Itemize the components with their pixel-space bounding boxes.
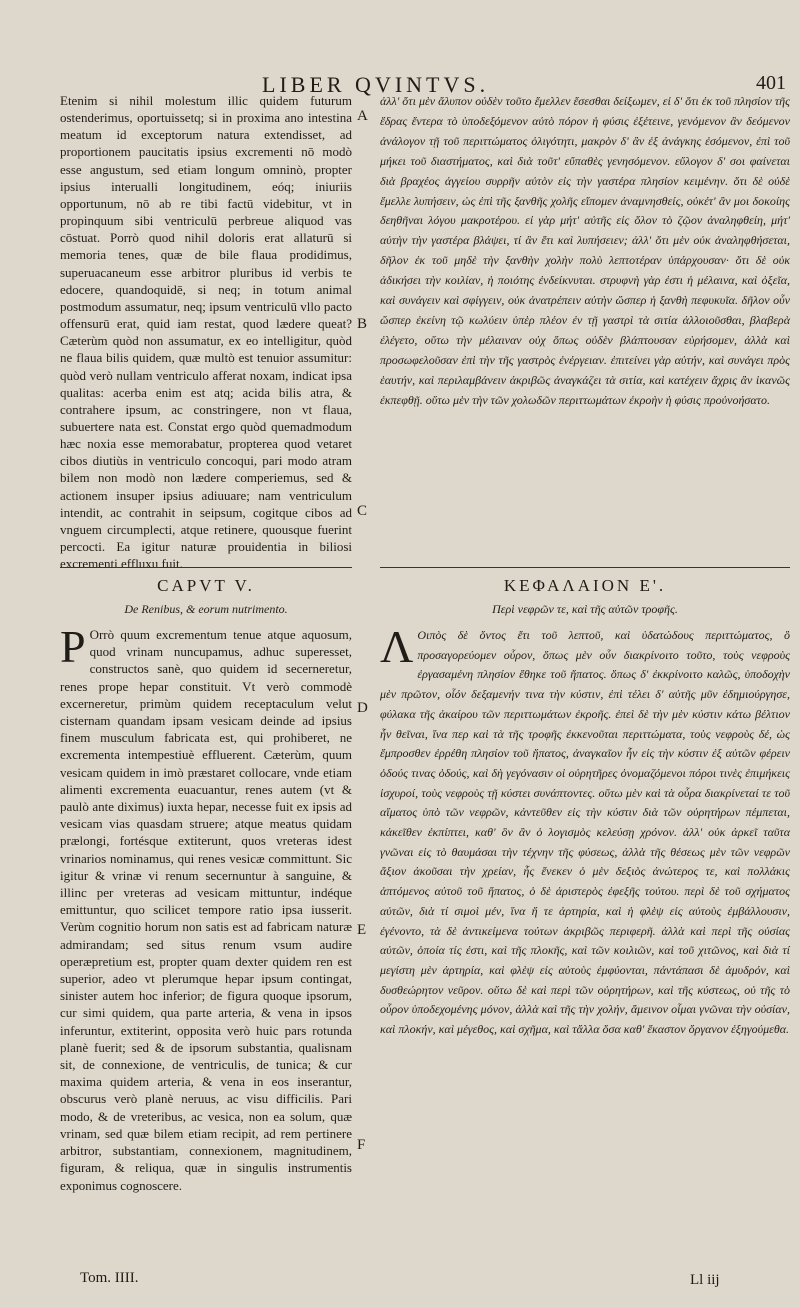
latin-chapter-title: CAPVT V.: [157, 576, 255, 595]
signature-mark: Ll iij: [690, 1272, 720, 1288]
greek-chapter-subtitle: Περὶ νεφρῶν τε, καὶ τῆς αὐτῶν τροφῆς.: [492, 602, 678, 616]
greek-chapter-text: Οιπὸς δὲ ὄντος ἔτι τοῦ λεπτοῦ, καὶ ὑδατώδους περιττώματος, ὃ προσαγορεύομεν οὖρον, ὅπως μὲν οὖν διακρίνοιτο τοῦτο, τοὺς νεφροὺς ἐργασαμένη πλησίον ἔθηκε τοῦ ἥπατος. ὅπως δ' ἐκκρίνοιτο καλῶς, ὑποδοχὴν μὲν πρῶτον, οἷόν δεξαμενήν τινα τὴν κύστιν, ἐπὶ τέλει δ' αὐτῆς μῦν ἐδημιούργησε, φύλακα τῆς ἀκαίρου τῶν περιττωμάτων ἐκροῆς. ἐπεὶ δὲ τὴν μὲν κύστιν κάτω βέλτιον ἦν θεῖναι, ἵνα περ καὶ τὰ τῆς τροφῆς ἐκκενοῦται περιττώματα, τοὺς νεφροὺς δέ, ὡς ἔμπροσθεν ἐρρέθη πλησίον τοῦ ἥπατος, ἀναγκαῖον ἦν εἰς τὴν κύστιν ἐξ αὐτῶν φέρειν ὁδούς τινας ὁδούς, καὶ δὴ γεγόνασιν οἱ οὐρητῆρες ὀνομαζόμενοι πόροι τινὲς ἐπιμήκεις ἰσχυροί, τοὺς νεφροὺς τῇ κύστει συνάπτοντες. οὕτω μὲν καὶ τὰ οὖρα διακρίνεταί τε τοῦ αἵματος ὑπὸ τῶν νεφρῶν, κἀντεῦθεν εἰς τὴν κύστιν διὰ τῶν οὐρητήρων πέμπεται, κἀκεῖθεν ἐκπίπτει, καθ' ὃν ἂν ὁ λογισμὸς κελεύσῃ χρόνον. ἀλλ' οὐκ ἀρκεῖ ταῦτα γνῶναι εἰς τὸ θαυμάσαι τὴν τέχνην τῆς φύσεως, ἀλλὰ τῆς θέσεως μὲν τῶν νεφρῶν ἄξιον ἀκοῦσαι τὴν χρείαν, ἧς ἕνεκεν ὁ μὲν δεξιὸς ἀνώτερος τε, καὶ πολλάκις ἁπτόμενος αὐτοῦ τοῦ ἥπατος, ὁ δὲ ἀριστερὸς ἐφεξῆς τούτου. περὶ δὲ τοῦ σχήματος αὐτῶν, διὰ τί σιμοὶ μέν, ἵνα ἥ τε ἀρτηρία, καὶ ἡ φλὲψ εἰς αὐτοὺς ἐμβάλλουσιν, ἐγένοντο, τὰ δὲ ἀντικείμενα τούτων ἀκριβῶς περιφερῆ. ἀλλὰ καὶ περὶ τῆς οὐσίας αὐτῶν, ὁποία τίς ἐστι, καὶ τῆς πλοκῆς, καὶ τῶν κοιλιῶν, καὶ τοῦ χιτῶνος, καὶ διὰ τί μεγίστη μὲν ἀρτηρία, καὶ φλὲψ εἰς αὐτοὺς ἐμφύονται, πάντάπασι δὲ ἀμυδρόν, καὶ δυσθεώρητον νεῦρον. οὕτω δὲ καὶ περὶ τῶν οὐρητήρων, καὶ τῆς κύστεως, οὐ τῆς τὸ οὖρον ὑποδεχομένης μόνον, ἀλλὰ καὶ τῆς τὴν χολήν, ἄμεινον οἶμαι γνῶναι τὴν οὐσίαν, καὶ πλοκήν, καὶ μέγεθος, καὶ σχῆμα, καὶ τἄλλα ὅσα καθ' ἕκαστον ὄργανον ἐξηγούμεθα.: [380, 628, 790, 1037]
margin-marker-f: F: [357, 1137, 366, 1153]
latin-chapter-text: Orrò quum excrementum tenue atque aquosum, quod vrinam nuncupamus, adhuc superesset, constructos sanè, quo quidem id secerneretur, renes prope hepar constituit. Vt verò commodè excerneretur, primùm quidem receptaculum velut cisternam quandam ipsam vesicam deinde ad ipsius finem musculum fabricata est, qui prohiberet, ne excrementa intempestiuè effluerent. Cæterùm, quum vesicam quidem in imò præstaret collocare, vnde etiam alimenti excrementa euacuantur, renes autem (vt & paulò ante diximus) iuxta hepar, necesse fuit ex ipsis ad vesicam vias quasdam struere; atque meatus quidam prælongi, fortésque extiterunt, quos vreteras idest vrinarios nominamus, qui renes vesicæ committunt. Sic igitur & vrinæ vi renum secernuntur à sanguine, & illinc per vreteras ad vesicam mittuntur, indéque emittuntur, quo scilicet tempore ratio ipsa iusserit. Verùm cognitio horum non satis est ad fabricam naturæ admirandam; sed situs renum vsum audire operæpretium est, propter quam dexter quidem ren est superior, adeo vt plerumque hepar ipsum contingat, sinister autem hoc inferior; de figura quoque ipsorum, cur simi quidem, qua parte arteria, & vena in ipsos inferuntur, extiterint, opposita verò huic pars rotunda planè fuerit; sed & de ipsorum substantia, qualisnam sit, de connexione, de ventriculis, de tunica; & cur maxima quidem arteria, & vena in eos inserantur, obscurus verò planè neruus, ac visu difficilis. Pari modo, & de vreteribus, ac vesica, non ea solum, quæ vrinam, sed quæ bilem etiam recipit, ad rem pertinere arbitror, substantiam, connexionem, magnitudinem, figuram, & reliqua, quæ in singulis instrumentis exponimus cognoscere.: [60, 627, 352, 1193]
latin-paragraph-top: Etenim si nihil molestum illic quidem futurum ostenderimus, oportuissetq; si in proxima ano intestina meatum id exceptorum natura extendisset, ad proportionem paucitatis ipsius excrementi nō modò esse angustum, sed etiam longum omninò, propter ipsius interualli longitudinem, eóq; iniuriis opportunum, nō ab re tibi factū videbitur, vt in propinquum sibi ventriculū perbreue aliquod vas cōstuat. Porrò quod nihil doloris erat allaturū si memoria tenes, quæ de bile flaua prodidimus, superuacaneum esse arbitror pluribus id verbis te edocere, quandoquidē, si neq; in totum animal postmodum assumatur, neq; ipsum ventriculū vllo pacto offensurū erat, quid iam restat, quod lædere queat? Cæterùm quòd non assumatur, ex eo intelligitur, quòd ne flaua bilis quidem, quæ multò est tenuior assumitur: quòd verò nullam ventriculo afferat noxam, indicat ipsa qualitas: acerba enim est atq; acida bilis atra, & contrahere ipsum, ac constringere, non vt flaua, subuertere nata est. Constat ergo quòd quemadmodum hæc noxia esse memorabatur, propterea quod vetaret cibos diutiùs in ventriculo concoqui, pari modo atram bilem non modò non lædere comperiemus, sed & actionem insuper ipsius adiuuare; nam ventriculum intendit, ac contrahit in seipsum, cogitque cibos ad vnguem circumplecti, atque retinere, quousque fuerint percocti. Ea igitur naturæ prouidentia in biliosi excrementi effluxu fuit.: [60, 93, 352, 572]
margin-marker-b: B: [357, 316, 368, 332]
greek-column-bottom: [380, 621, 790, 1266]
margin-marker-e: E: [357, 922, 367, 938]
running-title: LIBER QVINTVS.: [262, 72, 490, 97]
margin-marker-d: D: [357, 700, 368, 716]
latin-chapter-body: [60, 621, 352, 1194]
greek-chapter-title: ΚΕΦΑΛΑΙΟΝ Ε'.: [503, 576, 667, 595]
greek-dropcap: Λ: [380, 621, 414, 672]
section-divider-left: [60, 567, 352, 568]
volume-label: Tom. IIII.: [80, 1270, 139, 1286]
greek-chapter-body: [380, 621, 790, 1040]
section-divider-right: [380, 567, 790, 568]
margin-markers: [353, 0, 379, 1308]
margin-marker-c: C: [357, 503, 368, 519]
latin-column-bottom: [60, 621, 352, 1266]
greek-column-top: [380, 92, 790, 562]
page-number: 401: [756, 72, 786, 94]
greek-paragraph-top: ἀλλ' ὅτι μὲν ἄλυπον οὐδὲν τοῦτο ἔμελλεν ἔσεσθαι δείξωμεν, εἰ δ' ὅτι ἐκ τοῦ πλησίον τῆς ἕδρας ἔντερα τὸ ὑποδεξόμενον αὐτὸ πόρον ἡ φύσις ἐξέτεινε, γενόμενον ἂν δεόμενον ἀνάλογον τῇ τοῦ περιττώματος ὀλιγότητι, μακρὸν δ' ἂν ἐξ ἀνάγκης ἐσόμενον, ἐπὶ τοῦ μήκει τοῦ διαστήματος, καὶ διὰ τοῦτ' εὔπαθὲς γενησόμενον. εὔλογον δ' σοι φαίνεται διὰ βραχέος ἀγγείου συρρῆν αὐτὸν εἰς τὴν γαστέρα πλησίον κειμένην. ὅτι δὲ οὐδὲ ἔμελλε λυπήσειν, ὡς ἐπὶ τῆς ξανθῆς χολῆς εἴπομεν ἀναμνησθείς, οὐκέτ' ἂν μοι δοκοίης δεηθῆναι λόγου μακροτέρου. εἰ γὰρ μήτ' αὐτῆς εἰς ὅλον τὸ ζῷον ἀναληφθείη, μήτ' αὐτὴν τὴν γαστέρα βλάψει, τί ἂν ἔτι καὶ λυπήσειεν; ἀλλ' ὅτι μὲν οὐκ ἀναληφθήσεται, δῆλον ἐκ τοῦ μηδὲ τὴν ξανθὴν χολὴν πολὺ λεπτοτέραν ὑπάρχουσαν· ὅτι δὲ οὐκ ἀδικήσει τὴν κοιλίαν, ἡ ποιότης ἐνδείκνυται. στρυφνὴ γὰρ ἐστι ἡ μέλαινα, καὶ ὀξεῖα, καὶ συνάγειν καὶ σφίγγειν, οὐκ ἀνατρέπειν αὐτὴν ὥσπερ ἡ ξανθὴ πεφυκυῖα. δῆλον οὖν ὥσπερ ἐκείνη τῷ κωλύειν ὑπὲρ πλέον ἐν τῇ γαστρὶ τὰ σιτία ἀλλοιοῦσθαι, βλαβερὰ ἐλέγετο, οὕτω τὴν μέλαιναν οὐχ ὅπως οὐδὲν βλάπτουσαν εὑρήσομεν, ἀλλὰ καὶ προσωφελοῦσαν ἐπὶ τὴν τῆς γαστρὸς ἐνέργειαν. ἐπιτείνει γὰρ αὐτήν, καὶ συνάγει πρὸς ἑαυτήν, καὶ περιλαμβάνειν ἀκριβῶς ἀναγκάζει τὰ σιτία, καὶ κατέχειν ἄχρις ἂν ἱκανῶς ἐκπεφθῇ. οὕτω μὲν τὴν τῶν χολωδῶν περιττωμάτων ἐκροὴν ἡ φύσις προὐνοήσατο.: [380, 94, 790, 407]
margin-marker-a: A: [357, 108, 368, 124]
latin-dropcap: P: [60, 621, 86, 672]
latin-chapter-subtitle: De Renibus, & eorum nutrimento.: [124, 602, 288, 616]
latin-column-top: [60, 92, 352, 572]
